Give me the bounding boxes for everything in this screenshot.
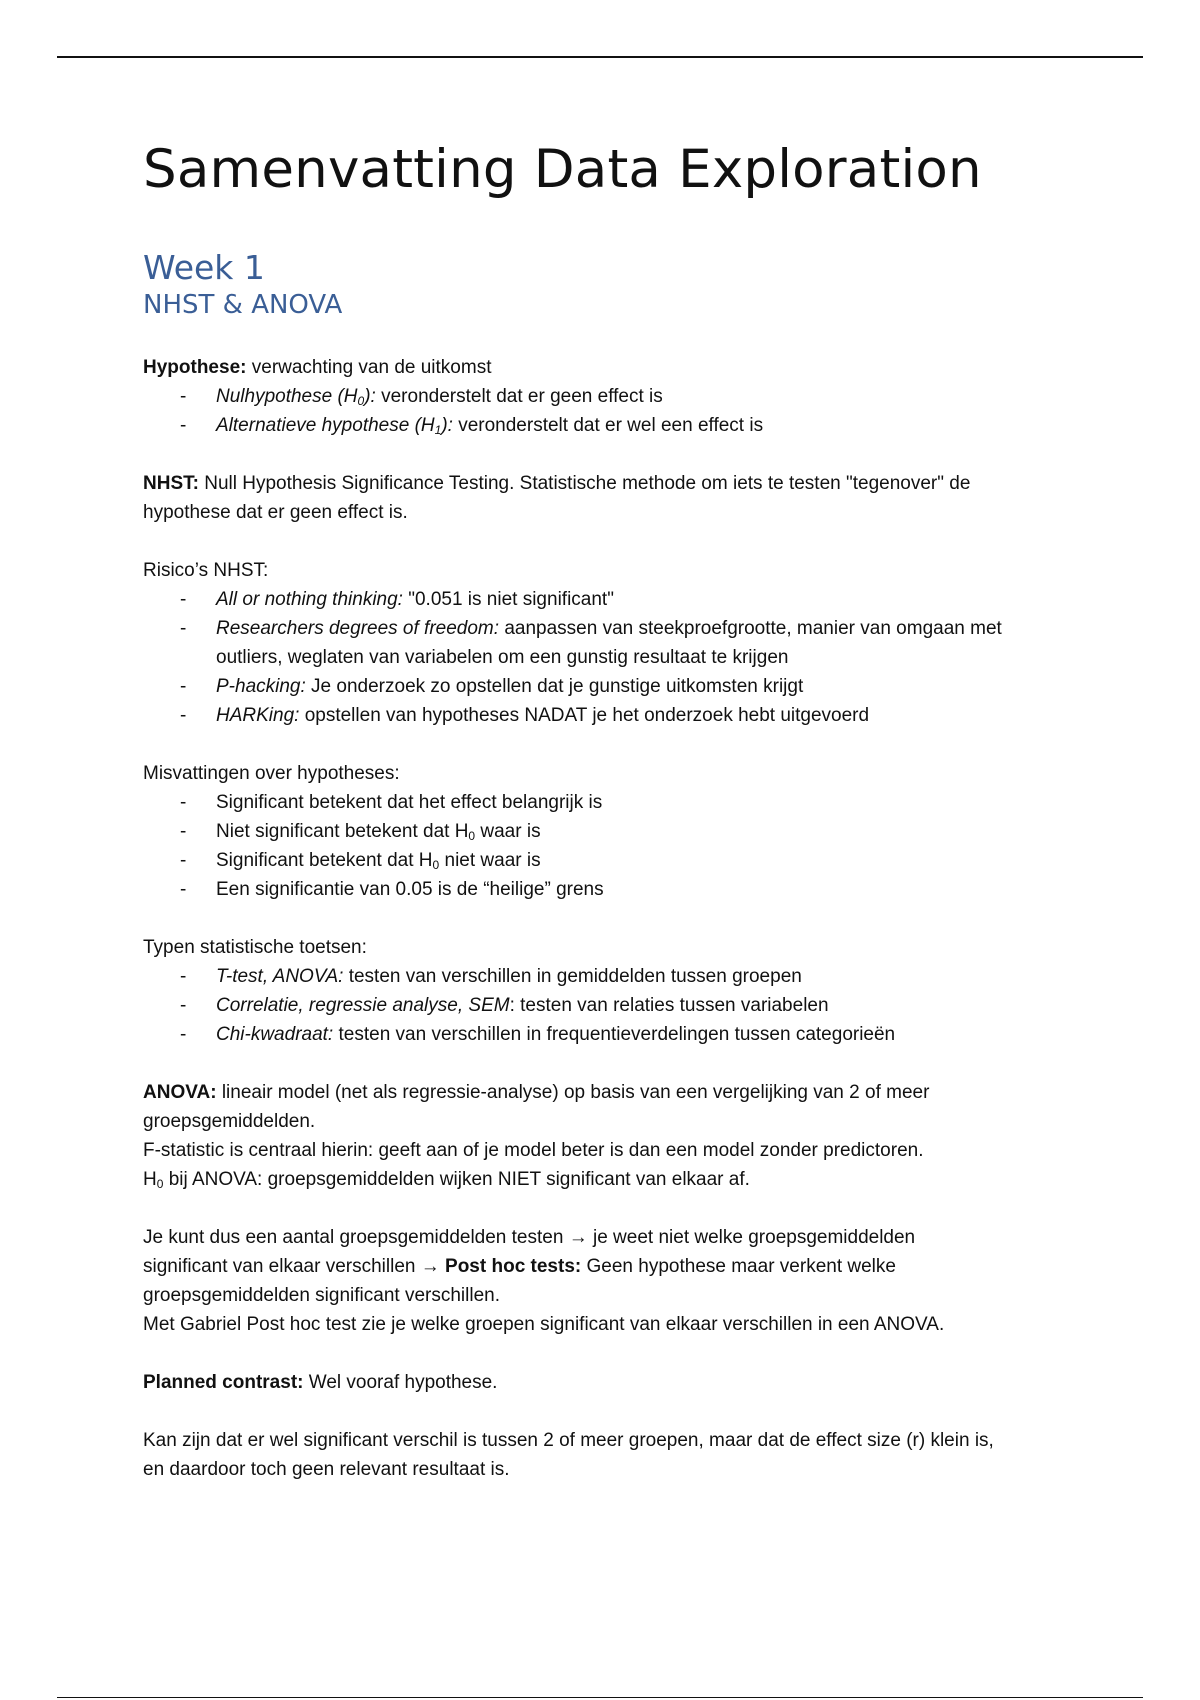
risicos-list bbox=[143, 585, 1073, 730]
anova-h0: $H_0$ bij ANOVA: groepsgemiddelden wijken NIET significant van elkaar af. bbox=[143, 1168, 750, 1191]
list-item: - T-test, ANOVA: testen van verschillen in gemiddelden tussen groepen bbox=[180, 965, 802, 987]
posthoc-block bbox=[143, 1223, 1073, 1339]
list-item: - Correlatie, regressie analyse, SEM: testen van relaties tussen variabelen bbox=[180, 994, 829, 1016]
anova-definition-cont: groepsgemiddelden. bbox=[143, 1110, 316, 1132]
planned-definition: Planned contrast: Wel vooraf hypothese. bbox=[143, 1371, 498, 1393]
effect-line-2: en daardoor toch geen relevant resultaat is. bbox=[143, 1458, 510, 1480]
list-item: - Researchers degrees of freedom: aanpassen van steekproefgrootte, manier van omgaan met outliers, weglaten van variabelen om een gunstig resultaat te krijgen bbox=[180, 617, 1002, 668]
section-heading: NHST & ANOVA bbox=[143, 290, 343, 321]
risicos-heading: Risico’s NHST: bbox=[143, 559, 269, 581]
nhst-definition: NHST: Null Hypothesis Significance Testing. Statistische methode om iets te testen "tegenover" de bbox=[143, 472, 971, 494]
misvattingen-list bbox=[143, 788, 1073, 904]
nhst-block bbox=[143, 469, 1073, 527]
hypothese-list bbox=[143, 382, 1073, 440]
effect-block bbox=[143, 1426, 1073, 1484]
posthoc-line-3: groepsgemiddelden significant verschillen. bbox=[143, 1284, 500, 1306]
list-item: - HARKing: opstellen van hypotheses NADAT je het onderzoek hebt uitgevoerd bbox=[180, 704, 870, 726]
anova-fstatistic: F-statistic is centraal hierin: geeft aan of je model beter is dan een model zonder predictoren. bbox=[143, 1139, 924, 1161]
hypothese-block bbox=[143, 353, 1073, 440]
document-title: Samenvatting Data Exploration bbox=[143, 139, 982, 200]
misvattingen-block bbox=[143, 759, 1073, 904]
posthoc-line-1: Je kunt dus een aantal groepsgemiddelden testen → je weet niet welke groepsgemiddelden bbox=[143, 1226, 916, 1248]
risicos-block bbox=[143, 556, 1073, 730]
list-item: - All or nothing thinking: "0.051 is niet significant" bbox=[180, 588, 614, 610]
list-item: - Chi-kwadraat: testen van verschillen in frequentieverdelingen tussen categorieën bbox=[180, 1023, 896, 1045]
list-item: - Niet significant betekent dat $H_0$ waar is bbox=[180, 820, 541, 843]
nhst-definition-cont: hypothese dat er geen effect is. bbox=[143, 501, 408, 523]
document-body bbox=[143, 138, 1073, 1484]
typen-list bbox=[143, 962, 1073, 1049]
arrow-icon: → bbox=[420, 1255, 440, 1277]
effect-line-1: Kan zijn dat er wel significant verschil is tussen 2 of meer groepen, maar dat de effect size (r) klein is, bbox=[143, 1429, 994, 1451]
header-rule bbox=[57, 56, 1143, 58]
list-item: - Alternatieve hypothese $(H_1)$: veronderstelt dat er wel een effect is bbox=[180, 414, 764, 437]
typen-block bbox=[143, 933, 1073, 1049]
typen-heading: Typen statistische toetsen: bbox=[143, 936, 367, 958]
footer-rule bbox=[57, 1697, 1143, 1698]
list-item: - Significant betekent dat het effect belangrijk is bbox=[180, 791, 603, 813]
posthoc-line-4: Met Gabriel Post hoc test zie je welke groepen significant van elkaar verschillen in een ANOVA. bbox=[143, 1313, 945, 1335]
list-item: - Een significantie van 0.05 is de “heilige” grens bbox=[180, 878, 604, 900]
misvattingen-heading: Misvattingen over hypotheses: bbox=[143, 762, 400, 784]
anova-block bbox=[143, 1078, 1073, 1194]
list-item: - P-hacking: Je onderzoek zo opstellen dat je gunstige uitkomsten krijgt bbox=[180, 675, 804, 697]
hypothese-definition: Hypothese: verwachting van de uitkomst bbox=[143, 356, 492, 378]
list-item: - Nulhypothese $(H_0)$: veronderstelt dat er geen effect is bbox=[180, 385, 663, 408]
week-heading: Week 1 bbox=[143, 247, 265, 287]
list-item: - Significant betekent dat $H_0$ niet waar is bbox=[180, 849, 541, 872]
anova-definition: ANOVA: lineair model (net als regressie-analyse) op basis van een vergelijking van 2 of meer bbox=[143, 1081, 930, 1103]
posthoc-line-2: significant van elkaar verschillen → Post hoc tests: Geen hypothese maar verkent welke bbox=[143, 1255, 896, 1277]
arrow-icon: → bbox=[568, 1226, 588, 1248]
planned-block bbox=[143, 1368, 1073, 1397]
